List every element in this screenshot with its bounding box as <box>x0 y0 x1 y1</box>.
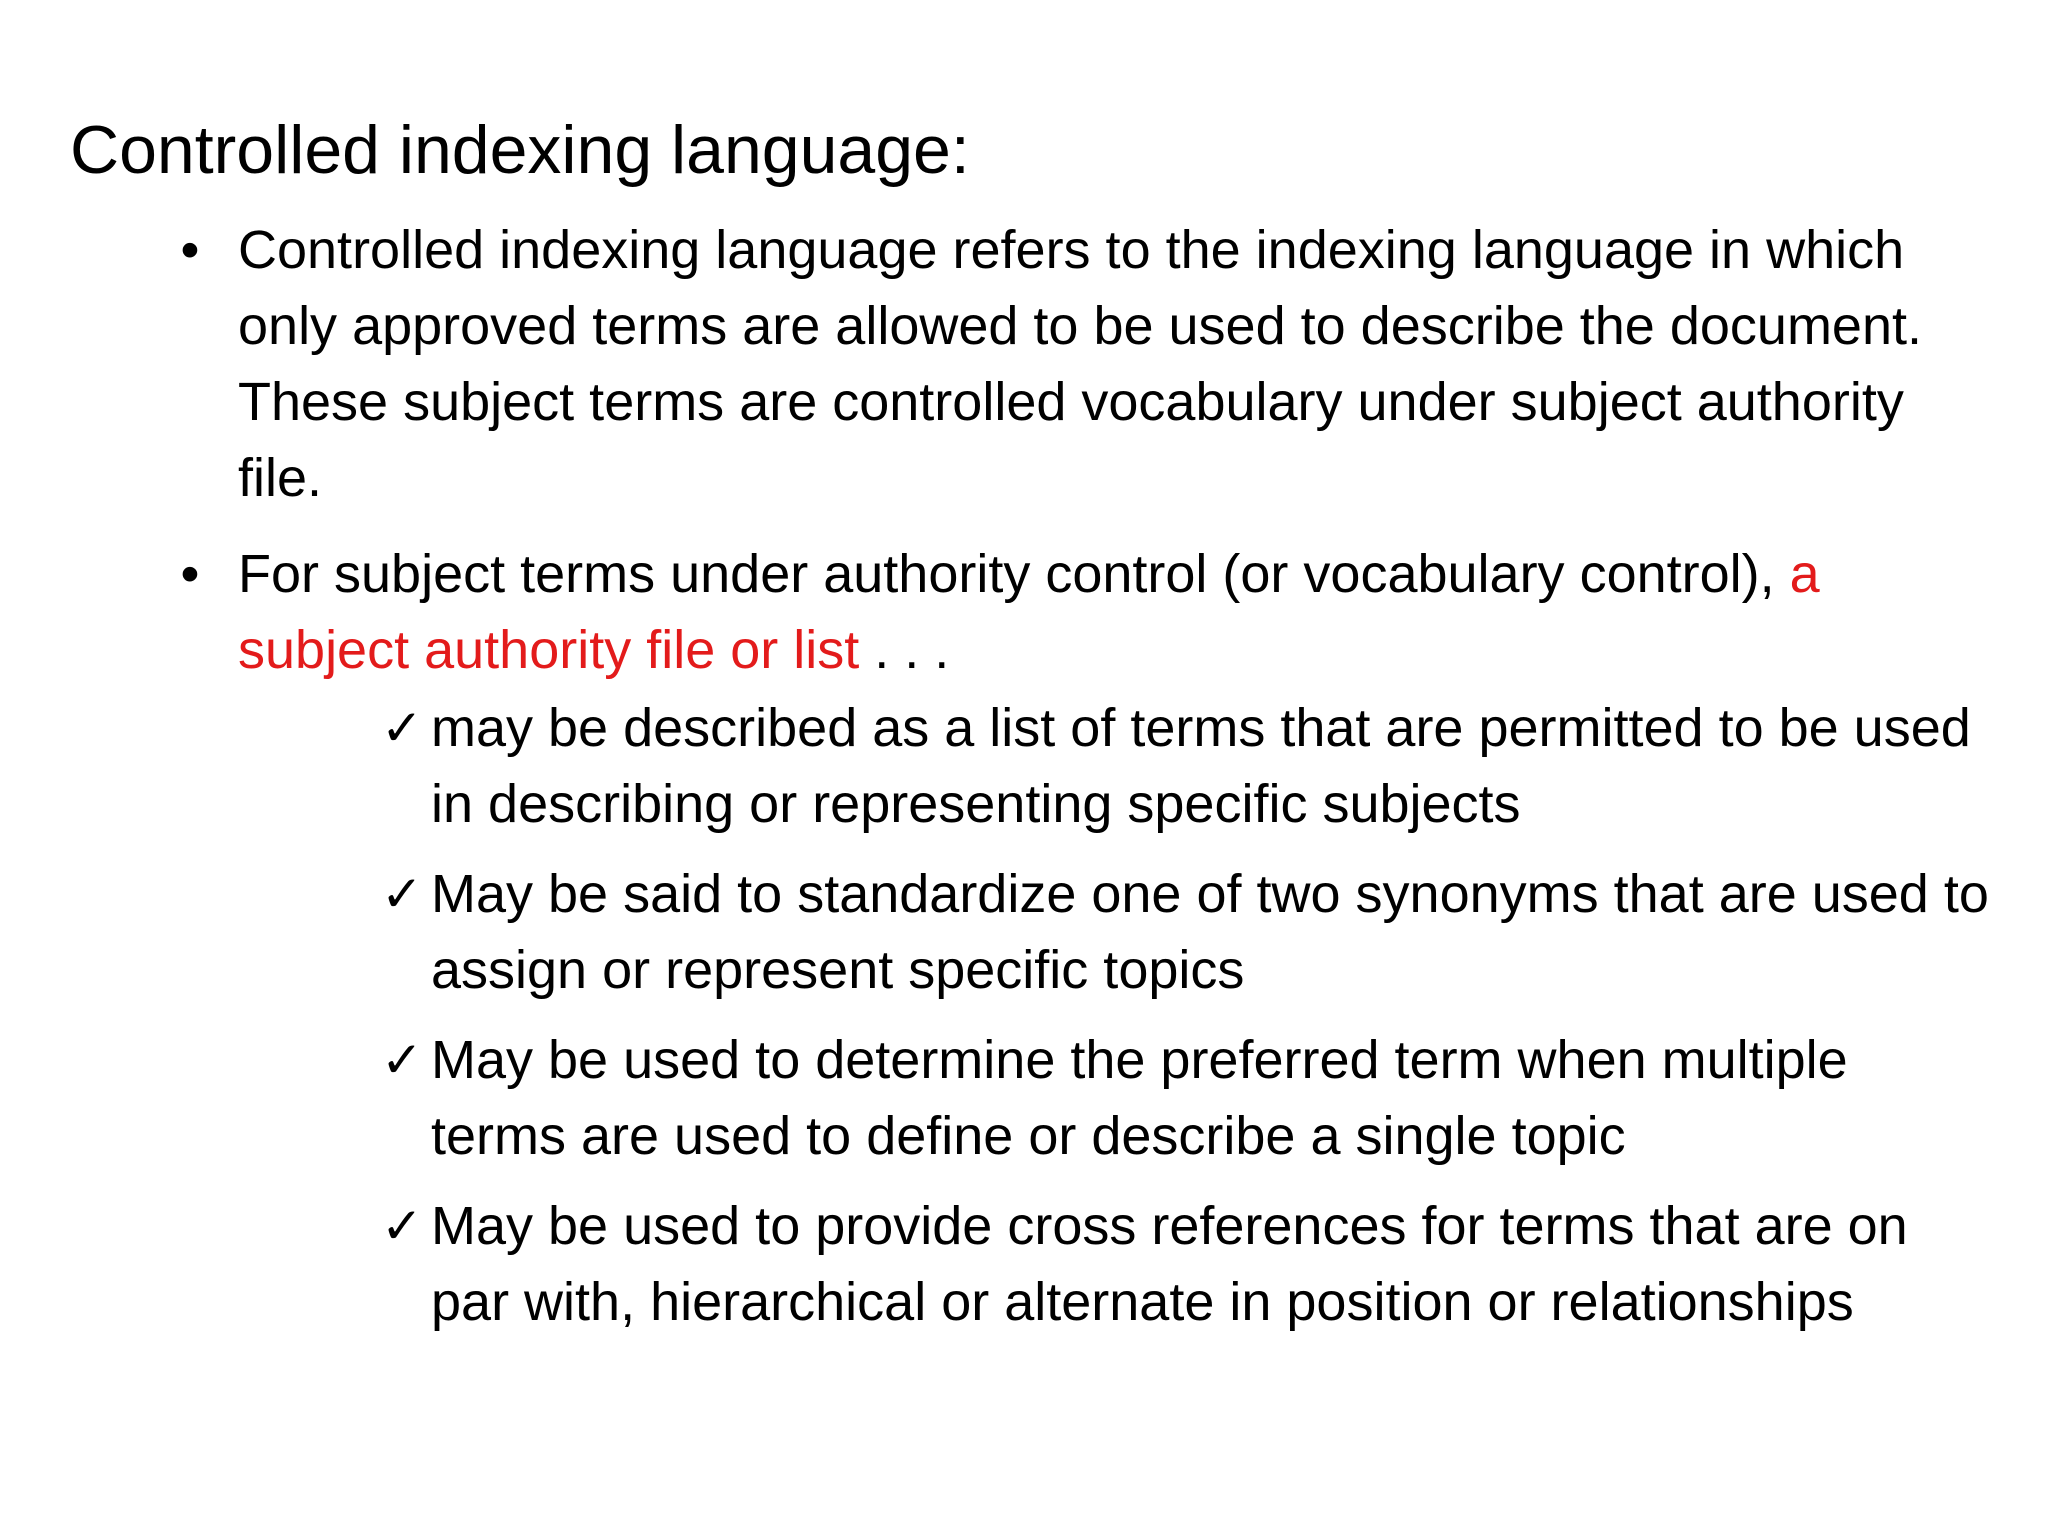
check-text: May be used to determine the preferred term when multiple terms are used to define or describe a single topic <box>431 1030 1848 1166</box>
check-item-1 <box>381 690 1991 842</box>
bullet-text-after: . . . <box>859 620 950 680</box>
slide-title-colon: : <box>950 112 970 188</box>
checkmark-icon: ✓ <box>381 1031 423 1089</box>
check-text: May be used to provide cross references for terms that are on par with, hierarchical or alternate in position or relationships <box>431 1196 1908 1332</box>
check-list <box>238 690 1989 1340</box>
check-item-2 <box>381 856 1991 1008</box>
slide-title <box>70 108 970 192</box>
checkmark-icon: ✓ <box>381 699 423 757</box>
bullet-text: Controlled indexing language refers to the indexing language in which only approved terms are allowed to be used to describe the document. These subject terms are controlled vocabulary under subject authority file. <box>238 220 1922 508</box>
bullet-icon: • <box>180 220 200 280</box>
bullet-icon: • <box>180 544 200 604</box>
check-item-4 <box>381 1188 1991 1340</box>
bullet-highlight: a subject authority file or list <box>238 544 1820 680</box>
checkmark-icon: ✓ <box>381 1197 423 1255</box>
checkmark-icon: ✓ <box>381 865 423 923</box>
bullet-list <box>0 212 2048 1360</box>
bullet-item-1 <box>180 212 1978 516</box>
bullet-text-before: For subject terms under authority control (or vocabulary control), <box>238 544 1790 604</box>
slide-title-text: Controlled indexing language <box>70 112 951 188</box>
check-text: May be said to standardize one of two synonyms that are used to assign or represent specific topics <box>431 864 1989 1000</box>
check-text: may be described as a list of terms that are permitted to be used in describing or representing specific subjects <box>431 698 1971 834</box>
check-item-3 <box>381 1022 1991 1174</box>
bullet-item-2 <box>180 536 1989 1340</box>
